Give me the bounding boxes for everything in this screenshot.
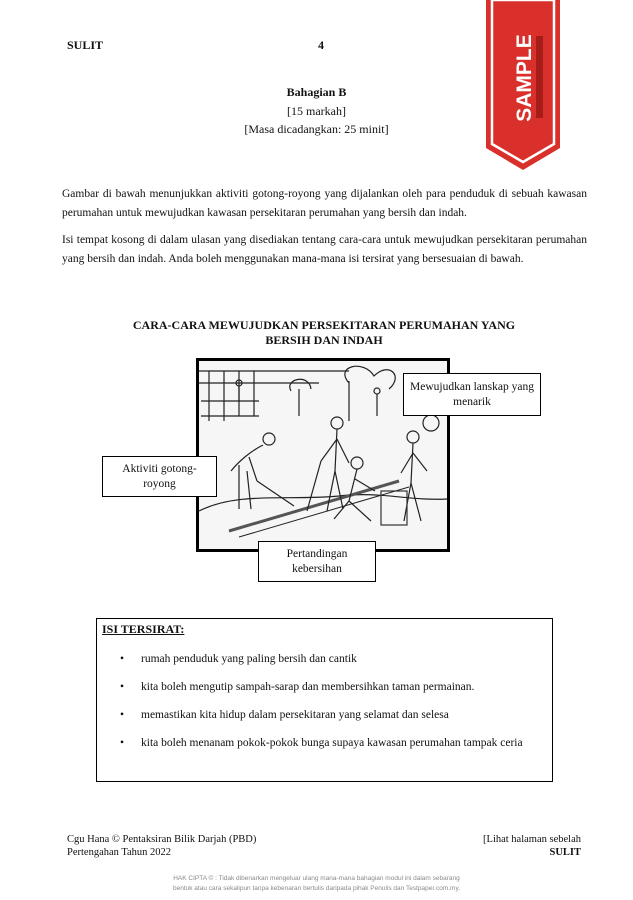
instruction-paragraph-2: Isi tempat kosong di dalam ulasan yang disediakan tentang cara-cara untuk mewujudkan persekitaran perumahan yang bersih dan indah. Anda boleh menggunakan mana-mana isi tersirat yang bersesuaian di bawah.: [62, 234, 587, 265]
svg-text:SAMPLE: SAMPLE: [513, 34, 536, 122]
isi-tersirat-title: ISI TERSIRAT:: [102, 622, 185, 636]
footer-author: Cgu Hana © Pentaksiran Bilik Darjah (PBD): [67, 834, 257, 845]
header-sulit: SULIT: [67, 38, 104, 52]
callout-gotong-royong: Aktiviti gotong-royong: [102, 456, 217, 497]
list-item: • rumah penduduk yang paling bersih dan cantik: [120, 653, 357, 665]
copyright-line-2: bentuk atau cara sekalipun tanpa kebenaran bertulis daripada pihak Penulis dan Testpaper.com.my.: [172, 885, 461, 892]
isi-tersirat-box: [96, 618, 553, 782]
footer-term: Pertengahan Tahun 2022: [67, 847, 172, 858]
section-title: Bahagian B: [286, 85, 347, 99]
section-marks: [15 markah]: [287, 104, 346, 118]
figure-title-line-2: BERSIH DAN INDAH: [265, 333, 383, 347]
isi-tersirat-list: [115, 651, 540, 763]
section-time: [Masa dicadangkan: 25 minit]: [244, 122, 389, 136]
instruction-paragraph-1: Gambar di bawah menunjukkan aktiviti gotong-royong yang dijalankan oleh para penduduk di sebuah kawasan perumahan untuk mewujudkan kawasan persekitaran perumahan yang bersih dan indah.: [62, 188, 587, 219]
footer-next-page: [Lihat halaman sebelah: [483, 834, 581, 845]
list-item: • kita boleh menanam pokok-pokok bunga supaya kawasan perumahan tampak ceria: [120, 737, 523, 749]
copyright-line-1: HAK CIPTA © : Tidak dibenarkan mengeluar ulang mana-mana bahagian modul ini dalam sebarang: [173, 875, 460, 882]
footer-sulit: SULIT: [549, 847, 581, 858]
callout-competition: Pertandingan kebersihan: [258, 541, 376, 582]
page-number: 4: [318, 38, 324, 52]
figure-title-line-1: CARA-CARA MEWUJUDKAN PERSEKITARAN PERUMAHAN YANG: [132, 318, 516, 332]
list-item: • memastikan kita hidup dalam persekitaran yang selamat dan selesa: [120, 709, 449, 721]
callout-landscape: Mewujudkan lanskap yang menarik: [403, 373, 541, 416]
list-item: • kita boleh mengutip sampah-sarap dan membersihkan taman permainan.: [120, 681, 475, 693]
